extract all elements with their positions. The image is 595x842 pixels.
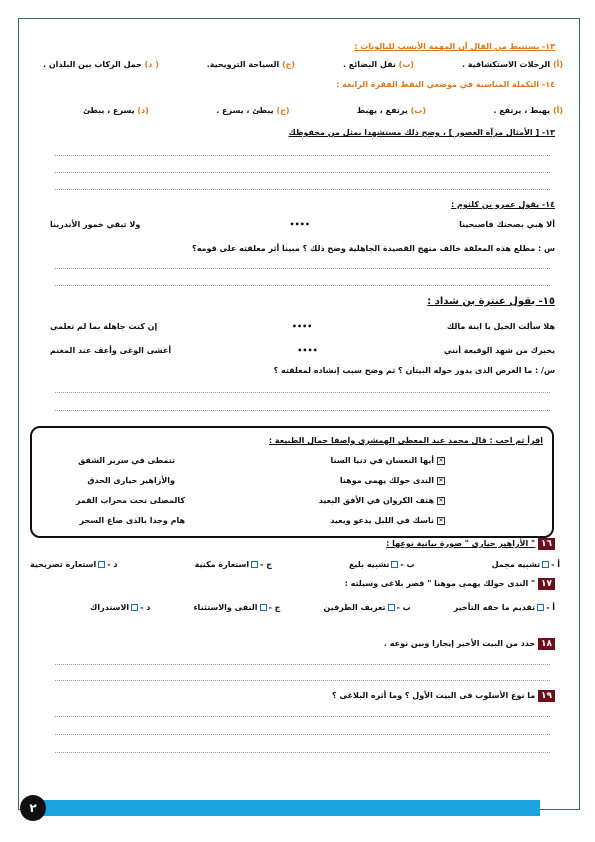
q14b-title: ١٤- يقول عمرو بن كلثوم : xyxy=(451,200,555,209)
q19-title-row xyxy=(332,690,555,702)
verse-right: يخبرك من شهد الوقيعة أنني xyxy=(443,346,555,355)
q16-option-d[interactable]: د -استعارة تصريحية xyxy=(30,560,118,569)
q13-options xyxy=(43,60,563,69)
q14b-verse xyxy=(50,220,555,229)
q15-title: ١٥- يقول عنترة بن شداد : xyxy=(427,296,555,307)
checkbox-icon[interactable] xyxy=(260,604,267,611)
answer-line[interactable] xyxy=(55,172,550,173)
checkbox-icon: ✕ xyxy=(438,496,444,504)
answer-line[interactable] xyxy=(55,716,550,717)
q14b-question: س : مطلع هذه المعلقة خالف منهج القصيدة الجاهلية وضح ذلك ؟ مبينا أثر معلقته على قومه؟ xyxy=(192,244,555,253)
q18-number: ١٨ xyxy=(538,638,555,650)
q17-option-d[interactable]: د -الاستدراك xyxy=(90,603,151,612)
answer-line[interactable] xyxy=(55,155,550,156)
checkbox-icon[interactable] xyxy=(251,561,258,568)
q15-verse-2 xyxy=(50,346,555,355)
q13-option-d[interactable]: ( د) حمل الركاب بين البلدان . xyxy=(43,60,159,69)
checkbox-icon[interactable] xyxy=(537,604,544,611)
q16-option-c[interactable]: ج -استعارة مكنية xyxy=(194,560,272,569)
q17-option-a[interactable]: أ -تقديم ما حقه التأخير xyxy=(453,603,555,612)
verse-separator: •••• xyxy=(297,346,318,355)
q14-options xyxy=(83,106,563,115)
q17-option-b[interactable]: ب -تعريف الطرفين xyxy=(323,603,411,612)
verse-left-2: والأزاهير حيارى الحدق xyxy=(87,476,175,485)
q16-title: " الأزاهير حيارى " صورة بيانية نوعها : xyxy=(386,539,536,548)
verse-right-1: ✕أيها النعسان في دنيا السنا xyxy=(330,456,444,465)
q16-option-a[interactable]: أ -تشبيه مجمل xyxy=(491,560,560,569)
answer-line[interactable] xyxy=(55,734,550,735)
q16-title-row xyxy=(386,538,555,550)
checkbox-icon[interactable] xyxy=(131,604,138,611)
answer-line[interactable] xyxy=(55,189,550,190)
verse-separator: •••• xyxy=(289,220,310,229)
q14-option-d[interactable]: (د) يسرع ، يبطئ xyxy=(83,106,149,115)
q13-option-a[interactable]: (أ) الرحلات الاستكشافية . xyxy=(461,60,563,69)
q17-option-c[interactable]: ج -النفى والاستثناء xyxy=(193,603,281,612)
q13-option-c[interactable]: (ج) السياحة الترويحية. xyxy=(206,60,296,69)
answer-line[interactable] xyxy=(55,268,550,269)
checkbox-icon[interactable] xyxy=(388,604,395,611)
q13-title: ١٣- يستنبط من القال أن المهمة الأنسب للبالونات : xyxy=(354,42,555,51)
checkbox-icon: ✕ xyxy=(438,476,444,484)
answer-line[interactable] xyxy=(55,410,550,411)
q14-title: ١٤- التكملة المناسبة في موضعي النقط الفقرة الرابعة : xyxy=(336,80,555,89)
answer-line[interactable] xyxy=(55,392,550,393)
checkbox-icon: ✕ xyxy=(438,456,444,464)
q14-option-b[interactable]: (ب) يرتفع ، يهبط xyxy=(356,106,426,115)
q19-number: ١٩ xyxy=(538,690,555,702)
verse-left: ولا تبقي خمور الأندرينا xyxy=(50,220,141,229)
q19-title: ما نوع الأسلوب فى البيت الأول ؟ وما أثره البلاغى ؟ xyxy=(332,691,536,700)
q13-option-b[interactable]: (ب) نقل البضائع . xyxy=(342,60,415,69)
q15-verse-1 xyxy=(50,322,555,331)
verse-right: ألا هبي بصحنك فاصبحينا xyxy=(459,220,555,229)
footer-bar xyxy=(40,800,540,816)
verse-left-4: هام وجدا بالذى صاغ السحر xyxy=(79,516,185,525)
checkbox-icon[interactable] xyxy=(98,561,105,568)
verse-separator: •••• xyxy=(291,322,313,331)
verse-right-2: ✕الندى حولك يهمى موهنا xyxy=(339,476,444,485)
q13b-text: ١٣- [ الأمثال مرآة العصور ] ، وضح ذلك مستشهدا بمثل من محفوظك xyxy=(288,128,555,137)
checkbox-icon[interactable] xyxy=(391,561,398,568)
reading-title: اقرأ ثم اجب : قال محمد عبد المعطى الهمشرى واصفا جمال الطبيعة : xyxy=(268,436,543,445)
verse-right-4: ✕ناسك في الليل يدعو ويعيد xyxy=(330,516,444,525)
q16-option-b[interactable]: ب -تشبيه بليغ xyxy=(349,560,415,569)
q16-number: ١٦ xyxy=(538,538,555,550)
answer-line[interactable] xyxy=(55,680,550,681)
checkbox-icon: ✕ xyxy=(438,516,444,524)
answer-line[interactable] xyxy=(55,752,550,753)
q18-title-row xyxy=(384,638,555,650)
verse-left-3: كالمصلى تحت محراب القمر xyxy=(75,496,185,505)
answer-line[interactable] xyxy=(55,664,550,665)
verse-left-1: تتمطى في سرير الشفق xyxy=(78,456,175,465)
q14-option-c[interactable]: (ج) يبطئ ، يسرع . xyxy=(216,106,290,115)
q17-title: " الندى حولك يهمى موهنا " قصر بلاغى وسيلته : xyxy=(344,579,536,588)
page-number: ٢ xyxy=(20,795,46,821)
verse-left: أغشى الوغى وأعف عند المغنم xyxy=(50,346,172,355)
verse-right-3: ✕هتف الكروان في الأفق البعيد xyxy=(318,496,444,505)
q17-options xyxy=(90,603,555,612)
q18-title: حدد من البيت الأخير إيجازا وبين نوعه . xyxy=(383,639,536,648)
verse-left: إن كنت جاهلة بما لم تعلمي xyxy=(50,322,158,331)
q14-option-a[interactable]: (أ) يهبط ، يرتفع . xyxy=(493,106,563,115)
q17-number: ١٧ xyxy=(538,578,555,590)
q17-title-row xyxy=(345,578,555,590)
q15-question: س/ : ما الغرض الذى يدور حوله البيتان ؟ ثم وضح سبب إنشاده لمعلقته ؟ xyxy=(273,366,555,375)
answer-line[interactable] xyxy=(55,285,550,286)
checkbox-icon[interactable] xyxy=(542,561,549,568)
q16-options xyxy=(30,560,560,569)
verse-right: هلا سألت الخيل يا ابنة مالك xyxy=(446,322,555,331)
